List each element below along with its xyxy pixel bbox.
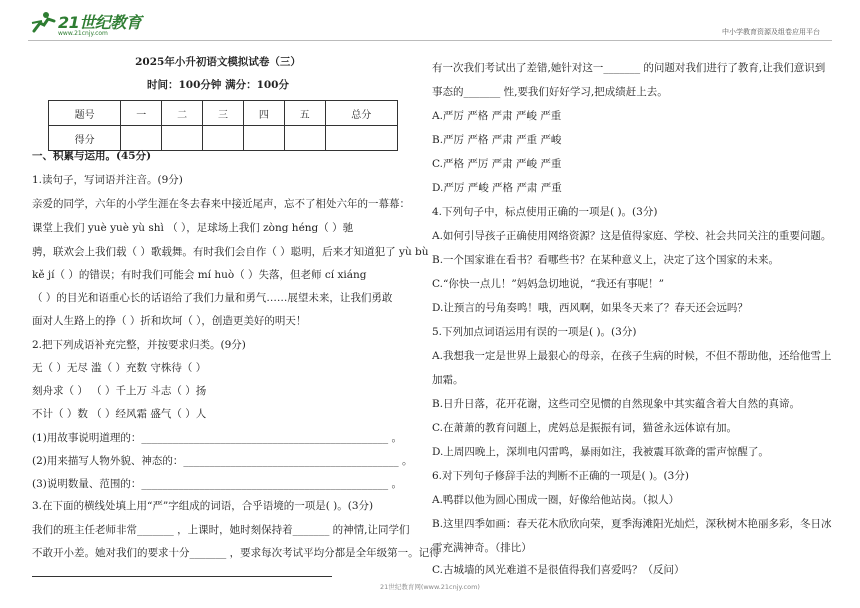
question-line: B.日升日落，花开花谢，这些司空见惯的自然现象中其实蕴含着大自然的真谛。 xyxy=(432,398,801,410)
page-footer: 21世纪教育网(www.21cnjy.com) xyxy=(380,583,480,591)
score-header-cell: 一 xyxy=(121,101,162,126)
header-divider xyxy=(28,40,832,41)
score-header-cell: 总分 xyxy=(325,101,397,126)
question-line: C.“你快一点儿！”妈妈急切地说，“我还有事呢！” xyxy=(432,278,664,290)
score-cell[interactable] xyxy=(203,126,244,151)
question-line: 不计（ ）数 （ ）经风霜 盛气（ ）人 xyxy=(32,408,207,420)
question-line: A.我想我一定是世界上最狠心的母亲，在孩子生病的时候，不但不帮助他，还给他雪上 xyxy=(432,350,832,362)
score-table-header-row xyxy=(49,101,398,126)
score-header-cell: 五 xyxy=(284,101,325,126)
logo xyxy=(30,10,142,37)
question-line: D.上周四晚上，深圳电闪雷鸣，暴雨如注，我被震耳欲聋的雷声惊醒了。 xyxy=(432,446,769,458)
question-line: A.严厉 严格 严肃 严峻 严重 xyxy=(432,110,562,122)
score-table-score-row xyxy=(49,126,398,151)
question-line: 课堂上我们 yuè yuè yù shì （ ），足球场上我们 zòng héng（ ）驰 xyxy=(32,222,354,234)
score-cell[interactable] xyxy=(162,126,203,151)
question-line: 1.读句子，写词语并注音。(9分) xyxy=(32,174,183,186)
question-line: 有一次我们考试出了差错,她针对这一_______ 的问题对我们进行了教育,让我们意识到 xyxy=(432,62,826,74)
score-header-cell: 三 xyxy=(203,101,244,126)
question-line: A.鸭群以他为圆心围成一圈，好像给他站岗。（拟人） xyxy=(432,494,680,506)
score-cell[interactable] xyxy=(243,126,284,151)
question-line: 面对人生路上的挣（ ）折和坎坷（ ），创造更美好的明天！ xyxy=(32,315,307,327)
question-line: 6.对下列句子修辞手法的判断不正确的一项是( )。(3分) xyxy=(432,470,689,482)
question-line: 我们的班主任老师非常_______ ，上课时，她时刻保持着_______ 的神情,让同学们 xyxy=(32,524,410,536)
question-line: 4.下列句子中，标点使用正确的一项是( )。(3分) xyxy=(432,206,658,218)
question-line: B.严厉 严格 严肃 严重 严峻 xyxy=(432,134,562,146)
question-line: 刻舟求（ ） （ ）千上万 斗志（ ）扬 xyxy=(32,385,207,397)
question-line: B.一个国家谁在看书？看哪些书？在某种意义上，决定了这个国家的未来。 xyxy=(432,254,780,266)
logo-subtitle: www.21cnjy.com xyxy=(58,30,108,37)
question-line: 骋，联欢会上我们载（ ）歌载舞。有时我们会自作（ ）聪明，后来才知道犯了 yù bù xyxy=(32,246,429,258)
question-line: (3)说明数量、范围的：_______________________________________________ 。 xyxy=(32,478,402,490)
exam-subtitle: 时间：100分钟 满分：100分 xyxy=(147,79,289,91)
header-platform-text: 中小学教育资源及组卷应用平台 xyxy=(722,28,820,36)
question-line: (2)用来描写人物外貌、神态的：_________________________________________ 。 xyxy=(32,455,413,467)
footer-rule xyxy=(32,576,332,577)
question-line: D.严厉 严峻 严格 严肃 严重 xyxy=(432,182,562,194)
question-line: 不敢开小差。她对我们的要求十分_______ ，要求每次考试平均分都是全年级第一。记得 xyxy=(32,547,440,559)
question-line: kě jí（ ）的错误；有时我们可能会 mí huò（ ）失落，但老师 cí xiáng xyxy=(32,269,367,281)
question-line: 3.在下面的横线处填上用“严”字组成的词语，合乎语境的一项是( )。(3分) xyxy=(32,500,374,512)
score-header-cell: 四 xyxy=(243,101,284,126)
question-line: A.如何引导孩子正确使用网络资源？这是值得家庭、学校、社会共同关注的重要问题。 xyxy=(432,230,832,242)
question-line: 5.下列加点词语运用有误的一项是( )。(3分) xyxy=(432,326,637,338)
question-line: (1)用故事说明道理的：_______________________________________________ 。 xyxy=(32,432,402,444)
question-line: C.在萧萧的教育问题上，虎妈总是振振有词，猫爸永远体谅有加。 xyxy=(432,422,737,434)
left-column xyxy=(32,50,404,151)
runner-logo-icon xyxy=(30,11,56,33)
page-header xyxy=(0,0,860,46)
score-cell[interactable] xyxy=(284,126,325,151)
score-header-cell: 题号 xyxy=(49,101,121,126)
question-line: 亲爱的同学，六年的小学生涯在冬去春来中接近尾声，忘不了相处六年的一幕幕： xyxy=(32,198,410,210)
score-row-label: 得分 xyxy=(49,126,121,151)
question-line: C.古城墙的风光难道不是很值得我们喜爱吗？（反问） xyxy=(432,564,685,576)
question-line: 加霜。 xyxy=(432,374,464,386)
question-line: C.严格 严厉 严肃 严峻 严重 xyxy=(432,158,562,170)
score-cell[interactable] xyxy=(121,126,162,151)
score-cell[interactable] xyxy=(325,126,397,151)
exam-title: 2025年小升初语文模拟试卷（三） xyxy=(135,56,301,68)
question-line: 事态的_______ 性,要我们好好学习,把成绩赶上去。 xyxy=(432,86,668,98)
section-heading: 一、积累与运用。(45分) xyxy=(32,150,152,162)
question-line: （ ）的目光和语重心长的话语给了我们力量和勇气……展望未来，让我们勇敢 xyxy=(32,292,393,304)
question-line: 2.把下列成语补充完整，并按要求归类。(9分) xyxy=(32,339,246,351)
logo-text: 21世纪教育 xyxy=(58,13,142,32)
question-line: B.这里四季如画：春天花木欣欣向荣，夏季海滩阳光灿烂，深秋树木艳丽多彩，冬日冰 xyxy=(432,518,832,530)
question-line: 无（ ）无尽 滥（ ）充数 守株待（ ） xyxy=(32,362,207,374)
score-header-cell: 二 xyxy=(162,101,203,126)
question-line: 雪充满神奇。（排比） xyxy=(432,542,532,554)
score-table xyxy=(48,100,398,151)
question-line: D.让预言的号角奏鸣！哦，西风啊，如果冬天来了？春天还会远吗？ xyxy=(432,302,748,314)
